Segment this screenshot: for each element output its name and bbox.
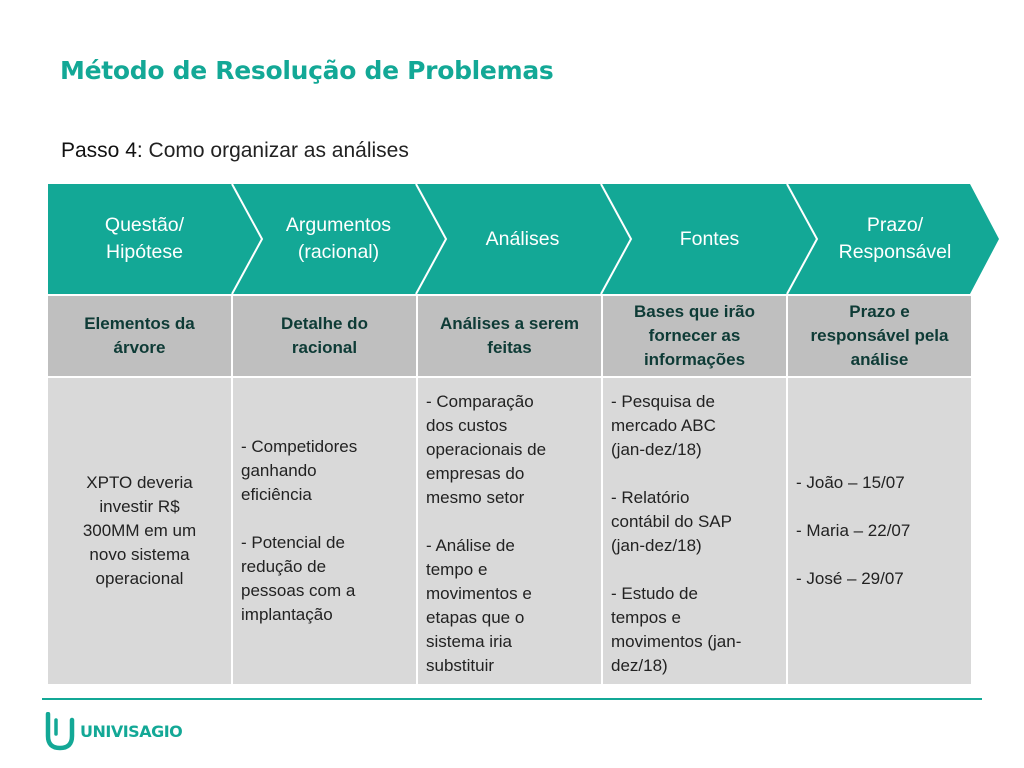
slide-title: Método de Resolução de Problemas xyxy=(60,56,554,85)
content-cell-2: - Competidores ganhando eficiência - Potencial de redução de pessoas com a implantação xyxy=(233,378,416,684)
header-fontes: Fontes xyxy=(679,227,740,250)
header-analises: Análises xyxy=(485,227,560,250)
subtitle-text: Como organizar as análises xyxy=(142,139,409,162)
header-questao: Questão/ Hipótese xyxy=(104,214,185,263)
content-cell-3: - Comparação dos custos operacionais de empresas do mesmo setor - Análise de tempo e movimentos e etapas que o sistema iria substituir xyxy=(418,378,601,684)
subheader-cell-5: Prazo e responsável pela análise xyxy=(788,296,971,376)
header-prazo: Prazo/ Responsável xyxy=(838,214,952,263)
content-cell-1: XPTO deveria investir R$ 300MM em um novo sistema operacional xyxy=(48,378,231,684)
content-cell-5: - João – 15/07 - Maria – 22/07 - José – 29/07 xyxy=(788,378,971,684)
subheader-cell-4: Bases que irão fornecer as informações xyxy=(603,296,786,376)
content-cell-4: - Pesquisa de mercado ABC (jan-dez/18) - Relatório contábil do SAP (jan-dez/18) - Estudo de tempos e movimentos (jan- dez/18) xyxy=(603,378,786,684)
subheader-cell-2: Detalhe do racional xyxy=(233,296,416,376)
subtitle-lead: Passo 4: xyxy=(61,139,143,162)
subheader-cell-3: Análises a serem feitas xyxy=(418,296,601,376)
header-argumentos: Argumentos (racional) xyxy=(285,214,392,263)
footer-divider xyxy=(42,698,982,700)
subheader-cell-1: Elementos da árvore xyxy=(48,296,231,376)
univisagio-logo-icon xyxy=(44,712,76,754)
univisagio-logo-text: UNIVISAGIO xyxy=(80,722,183,741)
